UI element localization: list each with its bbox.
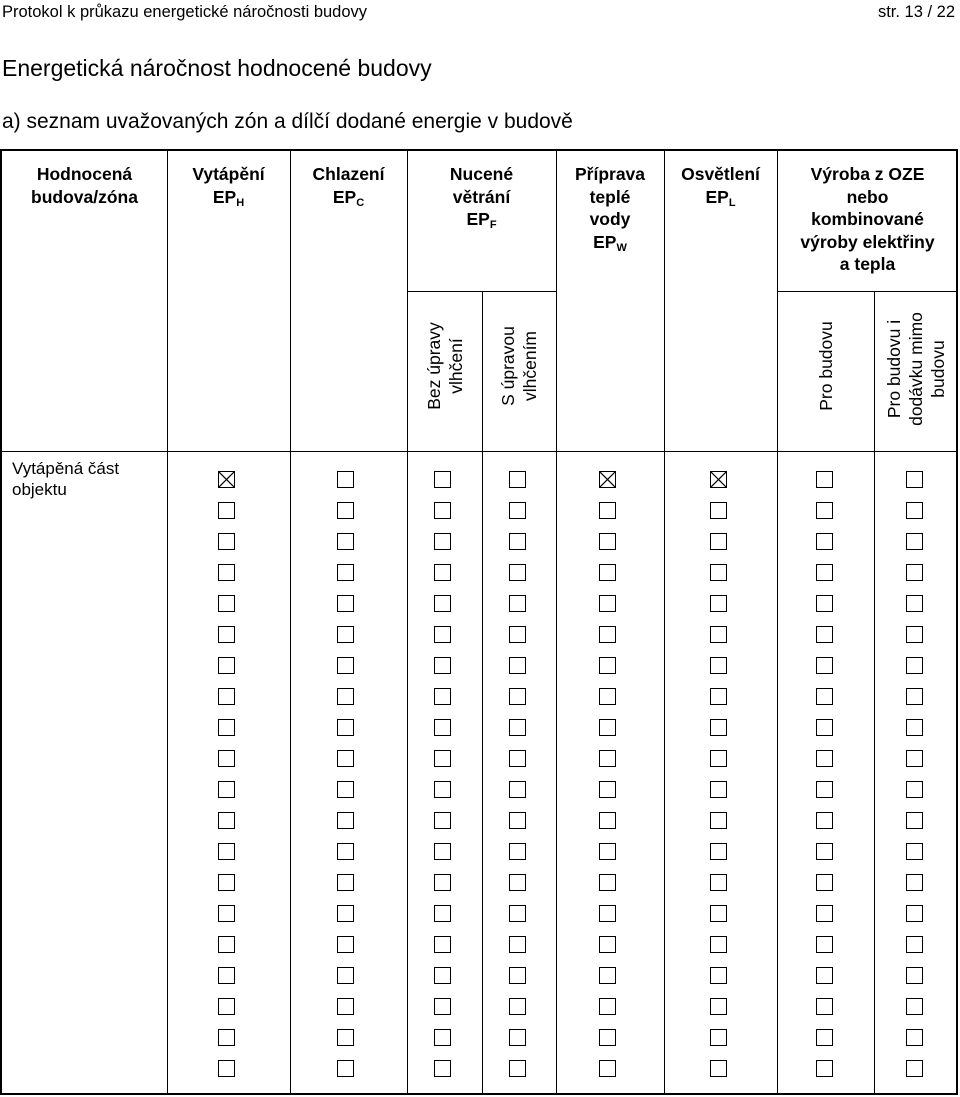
checkbox-hot-water[interactable] (599, 812, 616, 829)
checkbox-vent-humid[interactable] (509, 874, 526, 891)
checkbox-hot-water[interactable] (599, 1029, 616, 1046)
checkbox-vent-humid[interactable] (509, 781, 526, 798)
checkbox-cooling[interactable] (337, 533, 354, 550)
checkbox-cooling[interactable] (337, 936, 354, 953)
checkbox-res-export[interactable] (906, 719, 923, 736)
checkbox-cooling[interactable] (337, 626, 354, 643)
checkbox-hot-water[interactable] (599, 998, 616, 1015)
checkbox-cooling[interactable] (337, 967, 354, 984)
checkbox-cooling[interactable] (337, 502, 354, 519)
checkbox-heating[interactable] (218, 595, 235, 612)
checkbox-vent-humid[interactable] (509, 564, 526, 581)
checkbox-res-building[interactable] (816, 843, 833, 860)
checkbox-vent-humid[interactable] (509, 719, 526, 736)
checkbox-res-export[interactable] (906, 874, 923, 891)
page-number: str. 13 / 22 (877, 3, 955, 21)
checkbox-cooling[interactable] (337, 874, 354, 891)
checkbox-lighting[interactable] (710, 905, 727, 922)
checkbox-vent-no-humid[interactable] (434, 905, 451, 922)
checkbox-res-export[interactable] (906, 688, 923, 705)
checkbox-heating[interactable] (218, 688, 235, 705)
checkbox-heating[interactable] (218, 564, 235, 581)
checkbox-hot-water[interactable] (599, 874, 616, 891)
checkbox-heating[interactable] (218, 812, 235, 829)
checkbox-vent-humid[interactable] (509, 1029, 526, 1046)
checkbox-vent-humid[interactable] (509, 657, 526, 674)
checkbox-heating[interactable] (218, 936, 235, 953)
checkbox-lighting[interactable] (710, 750, 727, 767)
checkbox-res-export[interactable] (906, 471, 923, 488)
checkbox-res-export[interactable] (906, 998, 923, 1015)
checkbox-res-building[interactable] (816, 905, 833, 922)
col-header-hot-water: Příprava teplé vody $EP_W$ (574, 164, 646, 254)
checkbox-vent-humid[interactable] (509, 936, 526, 953)
section-subtitle: a) seznam uvažovaných zón a dílčí dodané energie v budově (2, 110, 573, 133)
grid-line (777, 291, 958, 292)
checkbox-lighting[interactable] (710, 688, 727, 705)
checkbox-res-building[interactable] (816, 688, 833, 705)
checkbox-cooling[interactable] (337, 595, 354, 612)
checkbox-lighting[interactable] (710, 626, 727, 643)
checkbox-vent-no-humid[interactable] (434, 1060, 451, 1077)
checkbox-res-building[interactable] (816, 781, 833, 798)
grid-line (2, 451, 958, 452)
checkbox-vent-humid[interactable] (509, 998, 526, 1015)
checkbox-heating[interactable] (218, 1060, 235, 1077)
col-header-cooling: Chlazení $EP_C$ (312, 164, 385, 209)
checkbox-vent-no-humid[interactable] (434, 471, 451, 488)
checkbox-res-export[interactable] (906, 626, 923, 643)
checkbox-heating[interactable] (218, 719, 235, 736)
checkbox-vent-humid[interactable] (509, 688, 526, 705)
grid-line (167, 151, 168, 1095)
checkbox-cooling[interactable] (337, 688, 354, 705)
checkbox-cooling[interactable] (337, 750, 354, 767)
checkbox-vent-humid[interactable] (509, 750, 526, 767)
subheader-no-humidification: Bez úpravy vlhčení (423, 321, 466, 410)
checkbox-vent-no-humid[interactable] (434, 595, 451, 612)
checkbox-lighting[interactable] (710, 1060, 727, 1077)
checkbox-heating[interactable] (218, 967, 235, 984)
checkbox-res-export[interactable] (906, 750, 923, 767)
grid-line (290, 151, 291, 1095)
checkbox-hot-water[interactable] (599, 967, 616, 984)
checkbox-lighting[interactable] (710, 533, 727, 550)
checkbox-lighting[interactable] (710, 719, 727, 736)
checkbox-cooling[interactable] (337, 843, 354, 860)
checkbox-heating[interactable] (218, 874, 235, 891)
checkbox-lighting[interactable] (710, 967, 727, 984)
subheader-for-building: Pro budovu (815, 320, 836, 411)
checkbox-cooling[interactable] (337, 1060, 354, 1077)
checkbox-vent-no-humid[interactable] (434, 781, 451, 798)
checkbox-res-export[interactable] (906, 533, 923, 550)
checkbox-res-export[interactable] (906, 564, 923, 581)
checkbox-res-building[interactable] (816, 750, 833, 767)
checkbox-res-building[interactable] (816, 533, 833, 550)
checkbox-vent-humid[interactable] (509, 812, 526, 829)
grid-line (556, 151, 557, 1095)
checkbox-hot-water[interactable] (599, 719, 616, 736)
checkbox-heating[interactable] (218, 781, 235, 798)
checkbox-vent-no-humid[interactable] (434, 1029, 451, 1046)
checkbox-lighting[interactable] (710, 843, 727, 860)
checkbox-vent-no-humid[interactable] (434, 533, 451, 550)
checkbox-vent-humid[interactable] (509, 533, 526, 550)
checkbox-heating[interactable] (218, 750, 235, 767)
checkbox-cooling[interactable] (337, 998, 354, 1015)
col-header-renewables: Výroba z OZE nebo kombinované výroby elektřiny a tepla (800, 164, 935, 274)
checkbox-vent-no-humid[interactable] (434, 998, 451, 1015)
checkbox-cooling[interactable] (337, 719, 354, 736)
checkbox-vent-humid[interactable] (509, 471, 526, 488)
checkbox-lighting[interactable] (710, 564, 727, 581)
checkbox-res-export[interactable] (906, 843, 923, 860)
check-cross-icon (219, 472, 234, 487)
checkbox-hot-water[interactable] (599, 533, 616, 550)
checkbox-lighting[interactable] (710, 595, 727, 612)
checkbox-res-export[interactable] (906, 812, 923, 829)
checkbox-heating[interactable] (218, 502, 235, 519)
checkbox-res-export[interactable] (906, 502, 923, 519)
checkbox-res-export[interactable] (906, 1029, 923, 1046)
checkbox-res-building[interactable] (816, 502, 833, 519)
checkbox-vent-humid[interactable] (509, 905, 526, 922)
checkbox-vent-no-humid[interactable] (434, 657, 451, 674)
checkbox-res-building[interactable] (816, 874, 833, 891)
checkbox-hot-water[interactable] (599, 657, 616, 674)
checkbox-lighting[interactable] (710, 657, 727, 674)
checkbox-res-building[interactable] (816, 812, 833, 829)
checkbox-heating[interactable] (218, 1029, 235, 1046)
checkbox-hot-water[interactable] (599, 626, 616, 643)
checkbox-hot-water[interactable] (599, 502, 616, 519)
checkbox-lighting[interactable] (710, 998, 727, 1015)
checkbox-res-export[interactable] (906, 1060, 923, 1077)
checkbox-hot-water[interactable] (599, 564, 616, 581)
checkbox-vent-humid[interactable] (509, 502, 526, 519)
checkbox-hot-water[interactable] (599, 595, 616, 612)
checkbox-res-export[interactable] (906, 905, 923, 922)
checkbox-vent-no-humid[interactable] (434, 502, 451, 519)
checkbox-res-building[interactable] (816, 471, 833, 488)
col-header-zone: Hodnocená budova/zóna (31, 164, 138, 207)
checkbox-cooling[interactable] (337, 905, 354, 922)
checkbox-vent-no-humid[interactable] (434, 843, 451, 860)
checkbox-res-building[interactable] (816, 967, 833, 984)
checkbox-cooling[interactable] (337, 1029, 354, 1046)
subheader-with-humidification: S úpravou vlhčením (498, 325, 540, 406)
checkbox-hot-water[interactable] (599, 936, 616, 953)
checkbox-res-building[interactable] (816, 564, 833, 581)
checkbox-hot-water[interactable] (599, 843, 616, 860)
checkbox-lighting[interactable] (710, 781, 727, 798)
checkbox-res-export[interactable] (906, 781, 923, 798)
checkbox-vent-no-humid[interactable] (434, 874, 451, 891)
checkbox-res-export[interactable] (906, 967, 923, 984)
document-header-title: Protokol k průkazu energetické náročnosti budovy (2, 3, 368, 21)
row-label-heated-part: Vytápěná část objektu (12, 459, 120, 499)
checkbox-vent-no-humid[interactable] (434, 564, 451, 581)
grid-line (407, 291, 556, 292)
checkbox-hot-water[interactable] (599, 781, 616, 798)
checkbox-vent-no-humid[interactable] (434, 626, 451, 643)
checkbox-heating[interactable] (218, 998, 235, 1015)
check-cross-icon (711, 472, 726, 487)
checkbox-hot-water[interactable] (599, 905, 616, 922)
check-cross-icon (600, 472, 615, 487)
checkbox-vent-no-humid[interactable] (434, 812, 451, 829)
checkbox-vent-humid[interactable] (509, 1060, 526, 1077)
checkbox-heating[interactable] (218, 843, 235, 860)
grid-line (664, 151, 665, 1095)
checkbox-res-building[interactable] (816, 657, 833, 674)
checkbox-cooling[interactable] (337, 471, 354, 488)
checkbox-lighting[interactable] (710, 471, 727, 488)
checkbox-res-building[interactable] (816, 1029, 833, 1046)
col-header-ventilation: Nucené větrání $EP_F$ (449, 164, 514, 231)
checkbox-lighting[interactable] (710, 1029, 727, 1046)
col-header-heating: Vytápění $EP_H$ (192, 164, 265, 209)
checkbox-lighting[interactable] (710, 502, 727, 519)
checkbox-cooling[interactable] (337, 657, 354, 674)
checkbox-res-building[interactable] (816, 595, 833, 612)
checkbox-lighting[interactable] (710, 936, 727, 953)
checkbox-vent-humid[interactable] (509, 595, 526, 612)
checkbox-vent-no-humid[interactable] (434, 688, 451, 705)
checkbox-heating[interactable] (218, 533, 235, 550)
checkbox-lighting[interactable] (710, 874, 727, 891)
checkbox-vent-humid[interactable] (509, 626, 526, 643)
checkbox-heating[interactable] (218, 471, 235, 488)
checkbox-hot-water[interactable] (599, 750, 616, 767)
checkbox-cooling[interactable] (337, 812, 354, 829)
checkbox-hot-water[interactable] (599, 471, 616, 488)
page-title: Energetická náročnost hodnocené budovy (2, 55, 432, 81)
checkbox-heating[interactable] (218, 657, 235, 674)
col-header-lighting: Osvětlení $EP_L$ (681, 164, 760, 209)
checkbox-vent-no-humid[interactable] (434, 936, 451, 953)
checkbox-cooling[interactable] (337, 564, 354, 581)
checkbox-res-export[interactable] (906, 936, 923, 953)
checkbox-hot-water[interactable] (599, 688, 616, 705)
checkbox-res-export[interactable] (906, 657, 923, 674)
checkbox-res-building[interactable] (816, 936, 833, 953)
subheader-building-and-export: Pro budovu i dodávku mimo budovu (884, 311, 948, 426)
checkbox-heating[interactable] (218, 905, 235, 922)
checkbox-res-building[interactable] (816, 998, 833, 1015)
checkbox-vent-humid[interactable] (509, 967, 526, 984)
energy-zones-table (0, 149, 958, 1095)
checkbox-heating[interactable] (218, 626, 235, 643)
checkbox-vent-no-humid[interactable] (434, 750, 451, 767)
checkbox-vent-no-humid[interactable] (434, 719, 451, 736)
checkbox-res-building[interactable] (816, 1060, 833, 1077)
checkbox-lighting[interactable] (710, 812, 727, 829)
checkbox-vent-humid[interactable] (509, 843, 526, 860)
checkbox-res-export[interactable] (906, 595, 923, 612)
checkbox-hot-water[interactable] (599, 1060, 616, 1077)
checkbox-res-building[interactable] (816, 719, 833, 736)
checkbox-cooling[interactable] (337, 781, 354, 798)
checkbox-vent-no-humid[interactable] (434, 967, 451, 984)
checkbox-res-building[interactable] (816, 626, 833, 643)
